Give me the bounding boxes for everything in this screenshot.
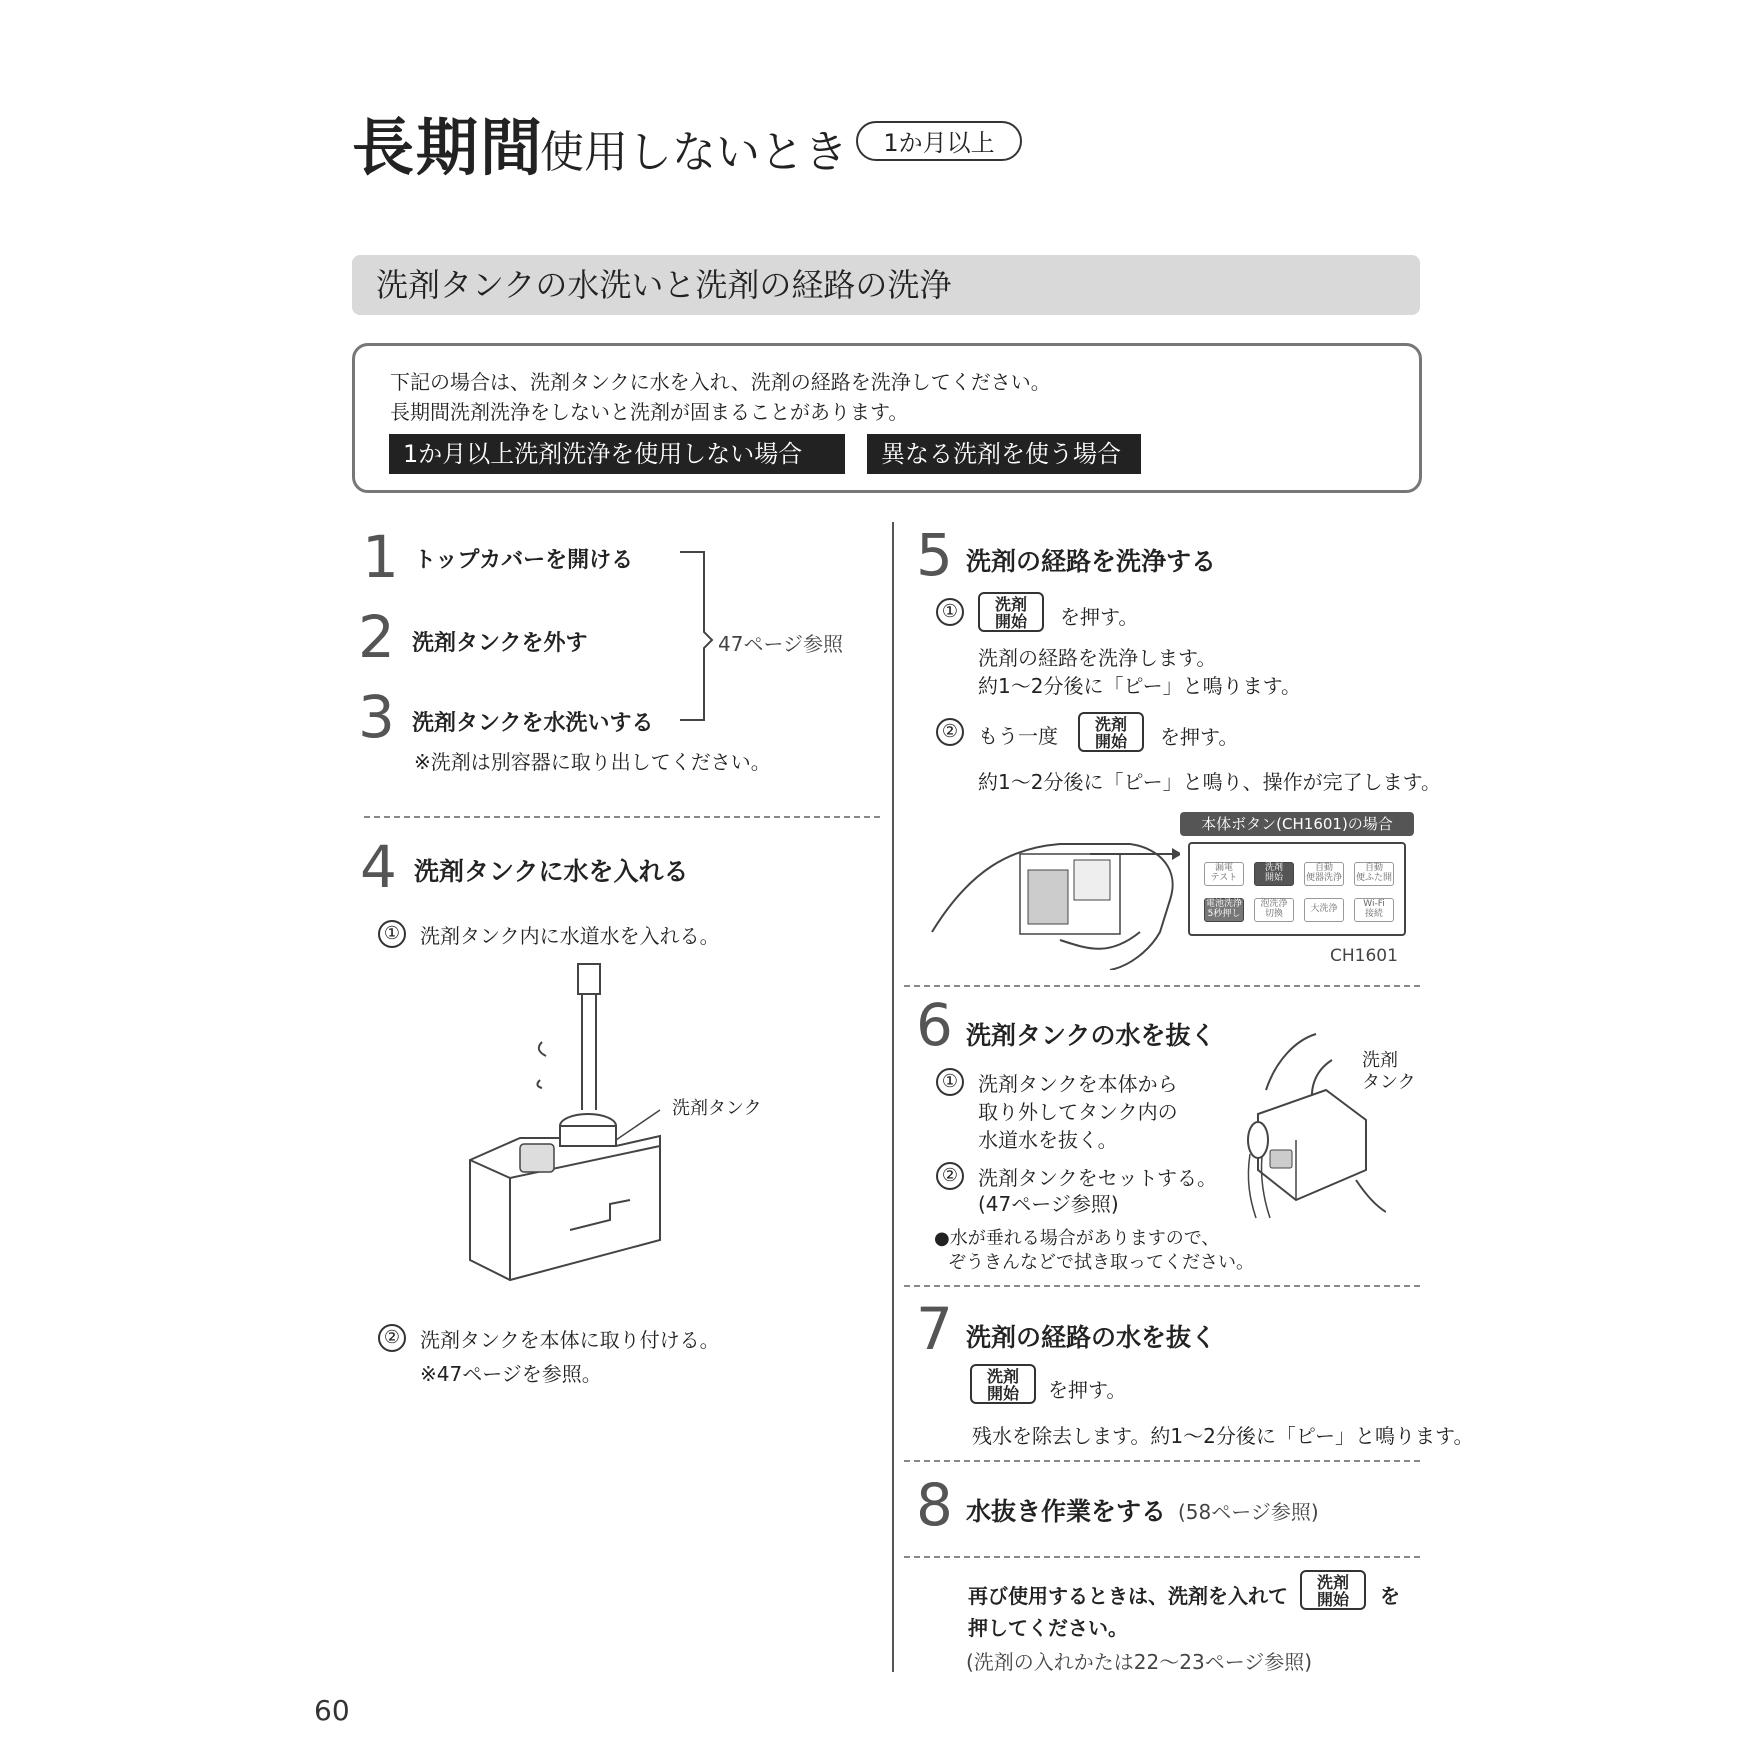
final-note-3: (洗剤の入れかたは22～23ページ参照): [966, 1650, 1313, 1674]
step-4-item-1: 洗剤タンク内に水道水を入れる。: [420, 924, 720, 948]
step-7-label: 洗剤の経路の水を抜く: [966, 1323, 1217, 1352]
step-5-1-text: を押す。: [1060, 605, 1139, 629]
step-8-ref: (58ページ参照): [1178, 1500, 1319, 1524]
step-5-number: 5: [916, 521, 953, 589]
step-3-label: 洗剤タンクを水洗いする: [412, 711, 654, 736]
condition-badge-1: 1か月以上洗剤洗浄を使用しない場合: [389, 434, 845, 474]
divider-right-4: [904, 1556, 1420, 1558]
steps-reference: 47ページ参照: [718, 632, 844, 656]
step-5-label: 洗剤の経路を洗浄する: [966, 547, 1217, 576]
divider-left-1: [364, 816, 880, 818]
step-6-circle-1: ①: [936, 1068, 964, 1096]
step-3-note: ※洗剤は別容器に取り出してください。: [414, 750, 771, 774]
step-1-number: 1: [362, 523, 399, 591]
final-note-1b: を: [1380, 1584, 1400, 1608]
toilet-body-illustration: [930, 840, 1180, 970]
condition-badge-2: 異なる洗剤を使う場合: [867, 434, 1141, 474]
section-title: 洗剤タンクの水洗いと洗剤の経路の洗浄: [352, 255, 1420, 315]
duration-pill: 1か月以上: [856, 121, 1022, 161]
step-4-label: 洗剤タンクに水を入れる: [414, 857, 689, 886]
panel-btn-7[interactable]: 大洗浄: [1304, 898, 1344, 922]
final-note-2: 押してください。: [968, 1616, 1128, 1640]
step-5-1-desc-2: 約1～2分後に「ピー」と鳴ります。: [978, 674, 1302, 698]
step-5-circle-1: ①: [936, 598, 964, 626]
panel-btn-5[interactable]: 電池洗浄 5秒押し: [1204, 898, 1244, 922]
step-6-1-line-3: 水道水を抜く。: [978, 1128, 1118, 1152]
step-2-label: 洗剤タンクを外す: [412, 631, 588, 656]
tank-callout-label: 洗剤タンク: [672, 1098, 762, 1119]
step-4-number: 4: [360, 833, 397, 901]
step-1-label: トップカバーを開ける: [414, 548, 634, 573]
column-divider: [892, 522, 894, 1672]
step-4-item-2: 洗剤タンクを本体に取り付ける。: [420, 1328, 720, 1352]
step-6-1-line-1: 洗剤タンクを本体から: [978, 1072, 1178, 1096]
step-5-circle-2: ②: [936, 718, 964, 746]
step-7-desc: 残水を除去します。約1～2分後に「ピー」と鳴ります。: [972, 1424, 1474, 1448]
divider-right-3: [904, 1460, 1420, 1462]
page-title-rest: 使用しないとき: [540, 127, 848, 178]
step-4-circle-2: ②: [378, 1324, 406, 1352]
detergent-start-button[interactable]: 洗剤 開始: [978, 592, 1044, 632]
step-5-2-desc: 約1～2分後に「ピー」と鳴り、操作が完了します。: [978, 770, 1442, 794]
final-note-1a: 再び使用するときは、洗剤を入れて: [968, 1584, 1288, 1608]
tank-fill-illustration: [460, 960, 790, 1290]
step-6-1-line-2: 取り外してタンク内の: [978, 1100, 1178, 1124]
step-5-2-pre: もう一度: [978, 724, 1058, 748]
detergent-start-button-2[interactable]: 洗剤 開始: [1078, 712, 1144, 752]
divider-right-2: [904, 1285, 1420, 1287]
page-title-bold: 長期間: [352, 111, 545, 184]
panel-btn-8[interactable]: Wi-Fi 接続: [1354, 898, 1394, 922]
step-6-2-line-2: (47ページ参照): [978, 1192, 1119, 1216]
step-6-note-1: ●水が垂れる場合がありますので、: [934, 1228, 1220, 1249]
panel-btn-6[interactable]: 泡洗浄 切換: [1254, 898, 1294, 922]
step-6-number: 6: [916, 991, 953, 1059]
bracket-icon: [676, 550, 718, 722]
divider-right-1: [904, 985, 1420, 987]
step-2-number: 2: [358, 603, 395, 671]
step-7-number: 7: [916, 1295, 953, 1363]
step-6-tank-label: 洗剤 タンク: [1362, 1050, 1416, 1093]
step-6-2-line-1: 洗剤タンクをセットする。: [978, 1166, 1217, 1190]
step-5-2-text: を押す。: [1160, 725, 1239, 749]
panel-btn-4[interactable]: 自動 便ふた開: [1354, 862, 1394, 886]
panel-model: CH1601: [1330, 946, 1398, 966]
step-6-circle-2: ②: [936, 1162, 964, 1190]
step-6-note-2: ぞうきんなどで拭き取ってください。: [948, 1252, 1254, 1273]
notice-line-2: 長期間洗剤洗浄をしないと洗剤が固まることがあります。: [390, 400, 909, 424]
panel-btn-1[interactable]: 漏電 テスト: [1204, 862, 1244, 886]
detergent-start-button-4[interactable]: 洗剤 開始: [1300, 1570, 1366, 1610]
panel-btn-3[interactable]: 自動 便器洗浄: [1304, 862, 1344, 886]
step-7-text: を押す。: [1048, 1378, 1127, 1402]
notice-line-1: 下記の場合は、洗剤タンクに水を入れ、洗剤の経路を洗浄してください。: [390, 370, 1051, 394]
page-number: 60: [314, 1694, 350, 1727]
detergent-start-button-3[interactable]: 洗剤 開始: [970, 1364, 1036, 1404]
step-5-1-desc-1: 洗剤の経路を洗浄します。: [978, 646, 1217, 670]
step-8-label: 水抜き作業をする: [966, 1497, 1167, 1526]
panel-btn-2[interactable]: 洗剤 開始: [1254, 862, 1294, 886]
step-4-circle-1: ①: [378, 920, 406, 948]
step-8-number: 8: [916, 1471, 953, 1539]
step-4-item-2-note: ※47ページを参照。: [420, 1362, 602, 1386]
panel-tag: 本体ボタン(CH1601)の場合: [1180, 812, 1414, 836]
step-6-label: 洗剤タンクの水を抜く: [966, 1021, 1216, 1050]
step-3-number: 3: [358, 683, 395, 751]
